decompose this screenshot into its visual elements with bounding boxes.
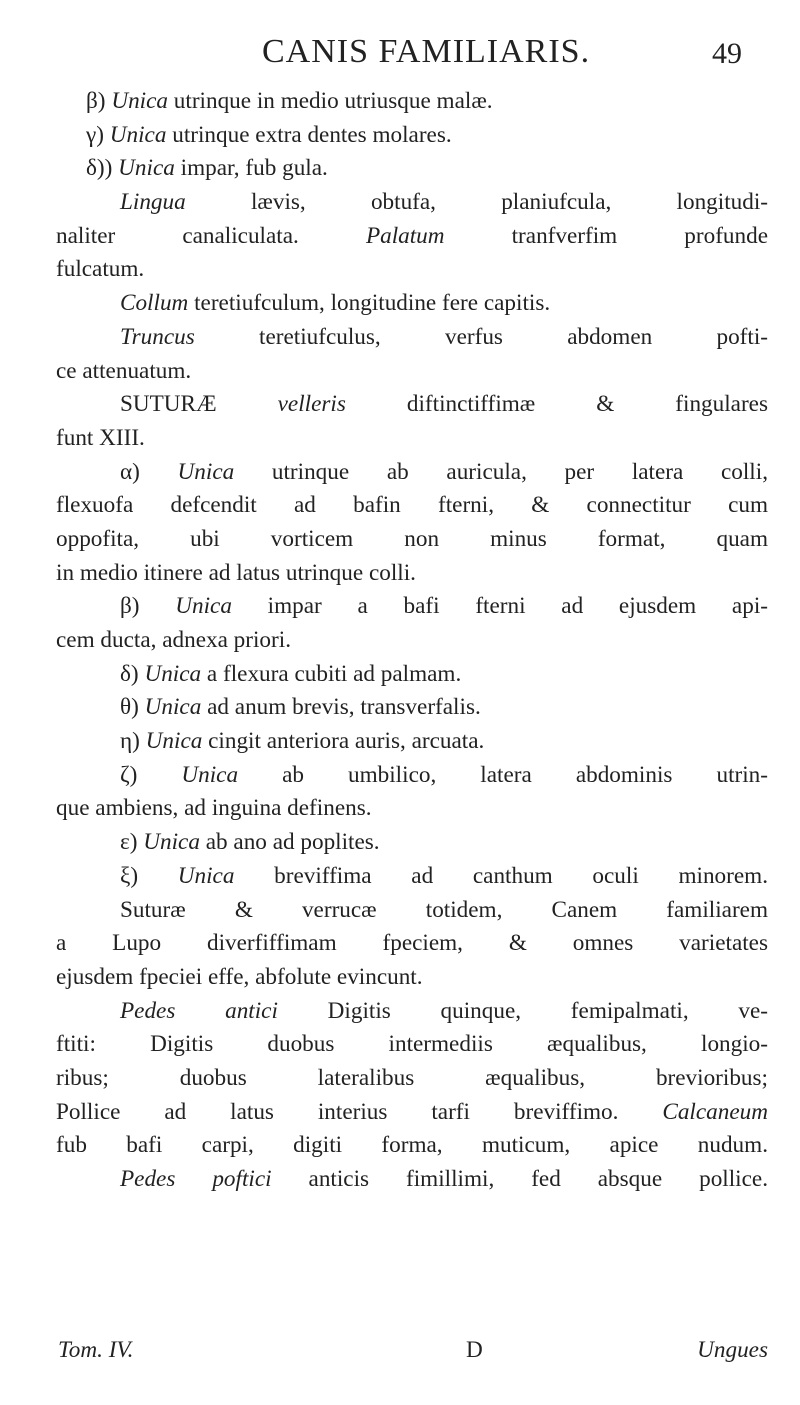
text-run: naliter canaliculata.: [56, 222, 366, 249]
text-run: Suturæ & verrucæ totidem, Canem familiarem: [120, 896, 768, 923]
italic-run: Unica: [177, 458, 235, 485]
text-line: [56, 1028, 768, 1062]
italic-run: Unica: [177, 862, 235, 889]
italic-run: Truncus: [120, 323, 195, 350]
text-run: fulcatum.: [56, 256, 145, 283]
text-line: [56, 658, 768, 692]
text-run: ε): [120, 829, 144, 856]
page-footer: [56, 1333, 768, 1367]
text-run: δ)): [86, 155, 119, 182]
text-line: [56, 995, 768, 1029]
text-run: ad anum brevis, transverfalis.: [201, 694, 481, 721]
text-run: que ambiens, ad inguina definens.: [56, 795, 372, 822]
text-run: teretiufculum, longitudine fere capitis.: [188, 290, 551, 317]
text-line: [56, 287, 768, 321]
text-run: SUTURÆ: [120, 391, 278, 418]
text-run: in medio itinere ad latus utrinque colli.: [56, 559, 416, 586]
text-run: ζ): [120, 761, 182, 788]
italic-run: Unica: [145, 728, 203, 755]
text-run: utrinque ab auricula, per latera colli,: [234, 458, 768, 485]
volume-mark: Tom. IV.: [58, 1337, 134, 1363]
text-run: ab umbilico, latera abdominis utrin-: [238, 761, 768, 788]
text-run: fub bafi carpi, digiti forma, muticum, apice nudum.: [56, 1132, 768, 1159]
italic-run: Pedes antici: [120, 997, 278, 1024]
italic-run: velleris: [277, 391, 346, 418]
text-run: utrinque extra dentes molares.: [166, 121, 452, 148]
text-run: Pollice ad latus interius tarfi breviffimo.: [56, 1098, 663, 1125]
text-line: [56, 792, 768, 826]
italic-run: Calcaneum: [662, 1098, 768, 1125]
italic-run: Unica: [181, 761, 239, 788]
body-text: [56, 85, 768, 1197]
text-line: [56, 1096, 768, 1130]
text-line: [56, 961, 768, 995]
text-line: [56, 1163, 768, 1197]
italic-run: Unica: [118, 155, 175, 182]
text-run: a Lupo diverfiffimam fpeciem, & omnes varietates: [56, 930, 768, 957]
italic-run: Pedes poftici: [120, 1166, 272, 1192]
italic-run: Unica: [109, 121, 167, 148]
text-line: [56, 186, 768, 220]
italic-run: Unica: [111, 88, 168, 114]
italic-run: Unica: [144, 694, 202, 721]
text-run: impar a bafi fterni ad ejusdem api-: [231, 593, 768, 620]
text-line: [56, 759, 768, 793]
text-run: tranfverfim profunde: [444, 222, 768, 249]
text-line: [56, 422, 768, 456]
text-run: breviffima ad canthum oculi minorem.: [234, 862, 768, 889]
text-line: [56, 1129, 768, 1163]
text-run: anticis fimillimi, fed absque pollice.: [271, 1166, 768, 1192]
text-run: Digitis quinque, femipalmati, ve-: [277, 997, 768, 1024]
text-run: ftiti: Digitis duobus intermediis æqualibus, longio-: [56, 1031, 768, 1058]
text-line: [56, 85, 768, 119]
italic-run: Collum: [120, 290, 189, 317]
text-run: funt XIII.: [56, 424, 145, 451]
text-run: ab ano ad poplites.: [199, 829, 380, 856]
text-line: [56, 860, 768, 894]
text-run: teretiufculus, verfus abdomen pofti-: [194, 323, 768, 350]
italic-run: Palatum: [365, 222, 445, 249]
text-run: flexuofa defcendit ad bafin fterni, & connectitur cum: [56, 492, 768, 519]
italic-run: Unica: [175, 593, 232, 620]
text-run: cem ducta, adnexa priori.: [56, 627, 291, 653]
text-run: utrinque in medio utriusque malæ.: [168, 88, 493, 114]
text-line: [56, 523, 768, 557]
text-run: diftinctiffimæ & fingulares: [345, 391, 768, 418]
text-run: δ): [120, 660, 145, 687]
signature-mark: D: [466, 1337, 483, 1363]
text-line: [56, 489, 768, 523]
text-line: [56, 253, 768, 287]
text-line: [56, 927, 768, 961]
text-line: [56, 456, 768, 490]
italic-run: Unica: [144, 660, 202, 687]
text-run: β): [86, 88, 112, 114]
italic-run: Lingua: [120, 189, 186, 216]
catchword: Ungues: [697, 1337, 768, 1363]
text-line: [56, 388, 768, 422]
text-run: ξ): [120, 862, 178, 889]
text-line: [56, 119, 768, 153]
text-line: [56, 894, 768, 928]
text-line: [56, 321, 768, 355]
page-header: [0, 32, 800, 72]
text-run: η): [120, 728, 146, 755]
text-line: [56, 725, 768, 759]
text-run: ribus; duobus lateralibus æqualibus, brevioribus;: [56, 1064, 768, 1091]
text-run: θ): [120, 694, 145, 721]
text-run: lævis, obtufa, planiufcula, longitudi-: [185, 189, 768, 216]
text-line: [56, 355, 768, 389]
text-line: [56, 826, 768, 860]
text-run: γ): [86, 121, 110, 148]
italic-run: Unica: [143, 829, 200, 856]
text-run: α): [120, 458, 178, 485]
text-line: [56, 220, 768, 254]
text-line: [56, 691, 768, 725]
text-line: [56, 1062, 768, 1096]
text-run: β): [120, 593, 176, 620]
text-run: ce attenuatum.: [56, 357, 192, 384]
text-run: cingit anteriora auris, arcuata.: [202, 728, 485, 755]
text-line: [56, 557, 768, 591]
running-title: CANIS FAMILIARIS.: [262, 33, 591, 70]
page-number: 49: [712, 37, 742, 70]
text-line: [56, 624, 768, 658]
text-run: oppofita, ubi vorticem non minus format, quam: [56, 525, 768, 552]
text-line: [56, 590, 768, 624]
text-run: impar, fub gula.: [174, 155, 328, 182]
text-run: ejusdem fpeciei effe, abfolute evincunt.: [56, 963, 423, 990]
text-run: a flexura cubiti ad palmam.: [201, 660, 462, 687]
text-line: [56, 152, 768, 186]
